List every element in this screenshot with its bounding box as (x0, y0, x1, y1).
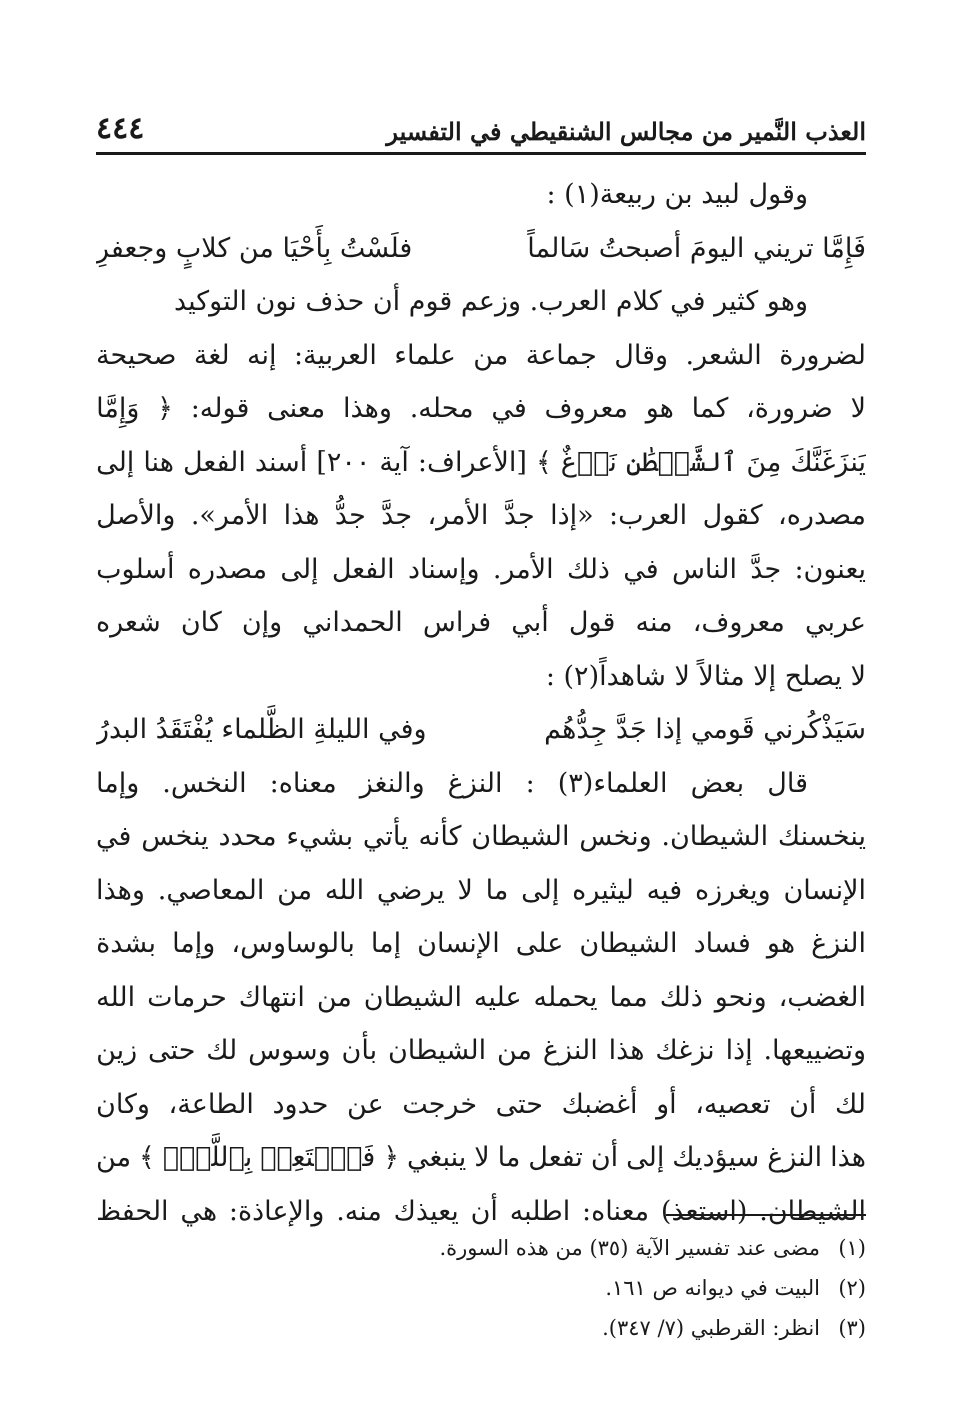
word: أبي (511, 607, 549, 638)
word: الفعل (182, 446, 246, 478)
word: إنه (247, 339, 277, 371)
word: من (316, 981, 352, 1013)
word: على (515, 928, 564, 959)
text-line (96, 329, 866, 383)
word: : (525, 767, 535, 799)
word: نزغك (655, 1035, 715, 1066)
word: حرمات (147, 981, 227, 1013)
word: أن (789, 1088, 817, 1120)
word: نَزۡغٌ (560, 446, 617, 478)
text-line: لا يصلح إلا مثالاً لا شاهداً(٢) : (545, 660, 866, 692)
text-line (96, 757, 866, 811)
word: ما (497, 1142, 521, 1173)
word: فراس (422, 607, 492, 638)
word: بِٱللَّهِۚ (162, 1142, 253, 1173)
word: محدد (218, 821, 277, 852)
word: بالوساوس، (231, 928, 355, 959)
word: والأصل (96, 500, 176, 531)
word: هو (766, 928, 796, 959)
footnote (96, 1308, 866, 1348)
word: وسوس (248, 1035, 331, 1066)
word: زين (96, 1035, 138, 1066)
word: كان (180, 607, 222, 638)
word: أو (656, 1088, 677, 1120)
word: النزغ (447, 767, 503, 799)
word: لغة (193, 339, 230, 371)
footnote-text: انظر: القرطبي (٧/ ٣٤٧). (602, 1316, 820, 1340)
word: وقال (614, 339, 669, 371)
word: العلماء(٣) (557, 767, 668, 799)
word: النزغ (542, 1035, 598, 1066)
word: النخس. (162, 767, 247, 799)
text-line (96, 917, 866, 971)
word: ينخس (141, 821, 209, 852)
word: العرب: (609, 500, 688, 531)
word: الإنسان (417, 928, 500, 959)
word: جدَّ (381, 500, 413, 531)
word: انتهاك (238, 981, 305, 1013)
word: ذلك (659, 981, 703, 1013)
word: يعنون: (794, 553, 866, 585)
text-line (96, 971, 866, 1025)
word: الناس (671, 553, 737, 585)
word: جماعة (525, 339, 597, 371)
word: علماء (394, 339, 456, 371)
word: وكان (96, 1088, 150, 1120)
word: بشدة (96, 928, 157, 959)
text-line (96, 1078, 866, 1132)
word: بعض (690, 767, 745, 799)
header-rule (96, 152, 866, 155)
word: في (491, 393, 527, 424)
word: كأنه (418, 821, 462, 852)
footnote-text: البيت في ديوانه ص ١٦١. (605, 1276, 820, 1300)
word: سيؤديك (672, 1142, 760, 1173)
word: تفعل (528, 1142, 583, 1173)
word: ٢٠٠] (316, 446, 371, 478)
word: الأمر. (492, 553, 554, 585)
word: هذا (830, 1142, 866, 1173)
word: من (497, 1035, 533, 1066)
word: كما (691, 393, 729, 424)
word: أسند (254, 446, 308, 478)
word: الشيطان (387, 1035, 487, 1066)
word: ونخس (579, 821, 652, 852)
word: ﴾ (535, 446, 552, 478)
word: وَإِمَّا (96, 393, 140, 424)
word: ويغرزه (694, 874, 771, 906)
word: إلى (280, 553, 319, 585)
word: الله (96, 981, 136, 1013)
word: ذلك (566, 553, 610, 585)
word: ينبغي (406, 1142, 467, 1173)
word: ما (485, 874, 509, 906)
word: قول (568, 607, 616, 638)
word: الغضب، (778, 981, 866, 1013)
word: تعصيه، (695, 1088, 771, 1120)
word: أسلوب (96, 553, 175, 585)
word: هو (645, 393, 674, 424)
footnote (96, 1228, 866, 1268)
word: محله. (409, 393, 474, 424)
word: الشيطان (579, 928, 678, 959)
word: الشيطان (471, 821, 570, 852)
word: عربي (804, 607, 866, 638)
footnote-text: مضى عند تفسير الآية (٣٥) من هذه السورة. (439, 1236, 820, 1260)
word: منه. (336, 1195, 382, 1227)
word: المعاصي. (157, 874, 265, 906)
word: من (473, 339, 509, 371)
word: لك (206, 1035, 238, 1066)
word: الحفظ (96, 1195, 169, 1227)
word: مصدره، (778, 500, 866, 531)
word: في (623, 553, 659, 585)
text-line (96, 436, 866, 490)
text-line (96, 489, 866, 543)
word: العربية: (293, 339, 377, 371)
word: إذا (725, 1035, 753, 1066)
word: حتى (148, 1035, 196, 1066)
word: الله (324, 874, 365, 906)
word: معناه: (269, 767, 337, 799)
word: وإن (241, 607, 283, 638)
word: حتى (495, 1088, 543, 1120)
word: مما (609, 981, 648, 1013)
word: لا (457, 874, 473, 906)
word: ضرورة، (746, 393, 833, 424)
word: قال (767, 767, 808, 799)
word: الشعر. (685, 339, 762, 371)
word: جدَّ (503, 500, 535, 531)
word: ينخسنك (777, 821, 866, 852)
word: يرضي (376, 874, 445, 906)
text-line: وقول لبيد بن ربيعة(١) : (546, 179, 808, 210)
word: ليثيره (572, 874, 634, 906)
word: صحيحة (96, 339, 177, 371)
word: منه (635, 607, 673, 638)
word: أن (470, 1195, 498, 1227)
word: ﴿ (157, 393, 173, 424)
text-line: وهو كثير في كلام العرب. وزعم قوم أن حذف نون التوكيد (173, 286, 808, 317)
poem-verse (96, 703, 866, 757)
word: شعره (96, 607, 161, 638)
word: عن (347, 1088, 384, 1120)
word: ونحو (714, 981, 767, 1013)
text-line (96, 1131, 866, 1185)
word: في (96, 821, 132, 852)
footnote-number: (١) (838, 1236, 866, 1260)
word: وإما (172, 928, 216, 959)
book-page (96, 0, 866, 1411)
word: (استعذ) (660, 1195, 748, 1227)
word: ﴿ (383, 1142, 400, 1173)
word: الحمداني (302, 607, 403, 638)
word: إلى (626, 1142, 665, 1173)
text-line (96, 864, 866, 918)
word: الفعل (331, 553, 395, 585)
word: والإعاذة: (228, 1195, 325, 1227)
footnote (96, 1268, 866, 1308)
word: آية (379, 446, 409, 478)
word: الشيطان. (661, 821, 769, 852)
verse-first-hemistich: فَإِمَّا تريني اليومَ أصبحتُ سَالماً (527, 232, 866, 264)
word: جدُّ (334, 500, 366, 531)
word: هذا (608, 1035, 645, 1066)
word: من (277, 874, 313, 906)
word: قوله: (190, 393, 250, 424)
word: هنا (143, 446, 174, 478)
word: الإنسان (783, 874, 866, 906)
text-line (96, 1024, 866, 1078)
text-line (96, 810, 866, 864)
word: الشيطان (363, 981, 462, 1013)
word: وإسناد (407, 553, 480, 585)
word: اطلبه (509, 1195, 571, 1227)
word: ٱلشَّيۡطَٰنِ (625, 446, 738, 478)
word: حدود (272, 1088, 329, 1120)
word: فَٱسۡتَعِذۡ (260, 1142, 376, 1173)
word: مصدره (187, 553, 268, 585)
word: إما (370, 928, 402, 959)
word: النزغ (767, 1142, 823, 1173)
word: يَنزَغَنَّكَ (790, 446, 866, 478)
word: يحمله (533, 981, 598, 1013)
word: هي (180, 1195, 218, 1227)
word: أغضبك (561, 1088, 638, 1120)
footnotes (96, 1228, 866, 1348)
page-number: ٤٤٤ (96, 111, 145, 146)
word: لا (474, 1142, 490, 1173)
word: النزغ (811, 928, 866, 959)
poem-verse (96, 222, 866, 276)
word: لضرورة (779, 339, 866, 371)
word: جدَّ (750, 553, 782, 585)
word: إلى (96, 446, 135, 478)
word: الطاعة، (168, 1088, 254, 1120)
word: الأمر، (427, 500, 489, 531)
word: أن (590, 1142, 619, 1173)
word: والنغز (359, 767, 425, 799)
text-line (96, 543, 866, 597)
text-line (96, 382, 866, 436)
verse-second-hemistich: وفي الليلةِ الظَّلماء يُفْتَقَدُ البدرُ (96, 714, 427, 745)
page-header (96, 100, 866, 146)
word: فساد (693, 928, 751, 959)
word: [الأعراف: (417, 446, 527, 478)
word: وإما (96, 767, 140, 799)
word: كقول (702, 500, 763, 531)
word: لك (835, 1088, 866, 1120)
text-line (96, 596, 866, 650)
footnote-rule (666, 1214, 866, 1216)
word: وهذا (343, 393, 392, 424)
word: يعيذك (393, 1195, 459, 1227)
word: وتضييعها. (763, 1035, 866, 1066)
word: الأمر». (190, 500, 269, 531)
verse-first-hemistich: سَيَذْكُرني قَومي إذا جَدَّ جِدُّهُم (544, 714, 866, 745)
word: فيه (646, 874, 683, 906)
word: من (96, 1142, 132, 1173)
verse-second-hemistich: فلَسْتُ بِأَحْيَا من كلابٍ وجعفرِ (96, 232, 413, 264)
main-text (96, 168, 866, 1238)
word: بأن (341, 1035, 378, 1066)
footnote-number: (٢) (838, 1276, 866, 1300)
word: يأتي (362, 821, 409, 852)
word: وهذا (96, 874, 145, 906)
word: «إذا (550, 500, 594, 531)
word: معروف، (692, 607, 785, 638)
word: خرجت (402, 1088, 478, 1120)
word: معروف (544, 393, 628, 424)
word: معناه: (582, 1195, 650, 1227)
word: بشيء (286, 821, 354, 852)
word: إلى (521, 874, 560, 906)
word: ﴾ (138, 1142, 155, 1173)
word: الشيطان. (759, 1195, 866, 1227)
word: مِنَ (746, 446, 782, 478)
word: عليه (473, 981, 522, 1013)
word: معنى (267, 393, 326, 424)
word: هذا (283, 500, 320, 531)
footnote-number: (٣) (838, 1316, 866, 1340)
running-title: العذب النَّمير من مجالس الشنقيطي في التفسير (386, 117, 866, 146)
word: لا (850, 393, 866, 424)
